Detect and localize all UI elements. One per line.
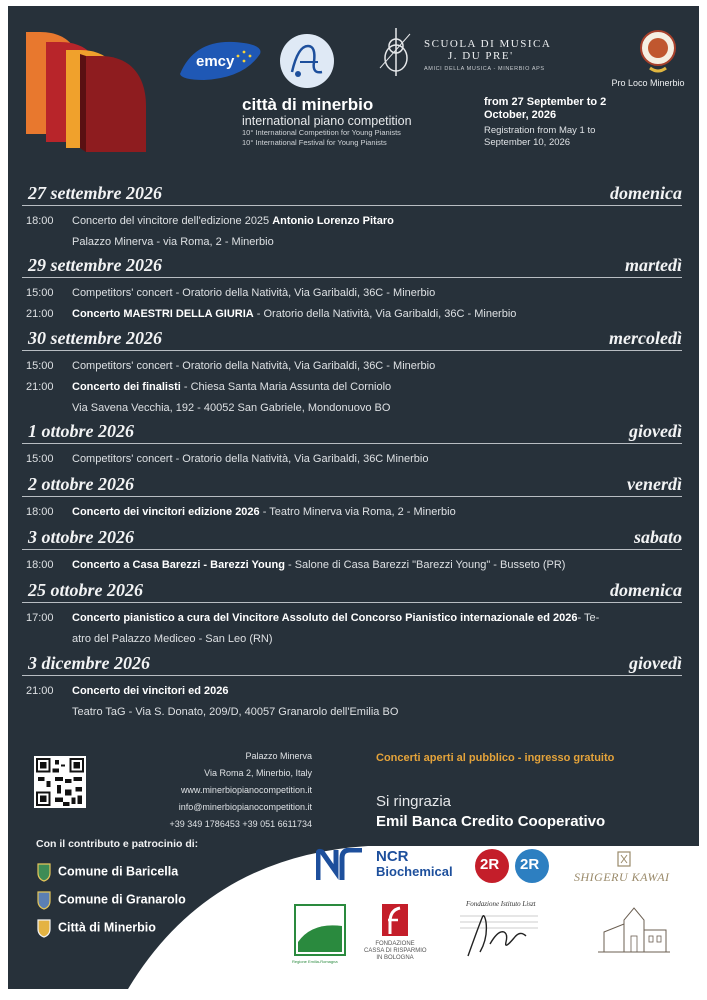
fondazione-line2: CASSA DI RISPARMIO <box>364 948 427 954</box>
event-row <box>22 283 682 304</box>
contact-venue: Palazzo Minerva <box>245 751 312 761</box>
event-title: Concerto a Casa Barezzi - Barezzi Young <box>72 559 285 571</box>
event-row <box>22 211 682 232</box>
day-weekday: mercoledì <box>609 328 682 348</box>
day-date: 29 settembre 2026 <box>28 255 162 275</box>
liszt-signature-icon <box>454 908 544 962</box>
day-date: 3 ottobre 2026 <box>28 527 134 547</box>
regione-logo-icon <box>294 904 346 956</box>
proloco-logo <box>608 26 688 92</box>
shigeru-kawai-emblem-icon <box>616 850 632 868</box>
event-text: Competitors' concert - Oratorio della Natività, Via Garibaldi, 36C - Minerbio <box>72 360 436 372</box>
event-row <box>22 702 682 723</box>
fondazione-line1: FONDAZIONE <box>375 941 415 947</box>
event-text: atro del Palazzo Mediceo - San Leo (RN) <box>72 633 273 645</box>
event-row <box>22 555 682 576</box>
event-time: 17:00 <box>26 612 54 624</box>
event-text: - Salone di Casa Barezzi "Barezzi Young" - Busseto (PR) <box>284 559 566 571</box>
event-text: Competitors' concert - Oratorio della Natività, Via Garibaldi, 36C Minerbio <box>72 453 429 465</box>
day-date: 3 dicembre 2026 <box>28 653 150 673</box>
ncr-icon <box>316 848 364 882</box>
contact-website[interactable]: www.minerbiopianocompetition.it <box>180 785 312 795</box>
event-text: Concerto del vincitore dell'edizione 2025 <box>72 215 273 227</box>
contact-email[interactable]: info@minerbiopianocompetition.it <box>178 802 312 812</box>
cello-icon <box>376 24 416 80</box>
regione-label: Regione Emilia-Romagna <box>292 959 338 964</box>
day-header <box>22 474 682 497</box>
event-row <box>22 304 682 325</box>
event-text: - Oratorio della Natività, Via Garibaldi, 36C - Minerbio <box>253 308 517 320</box>
event-row <box>22 681 682 702</box>
free-entry-notice: Concerti aperti al pubblico - ingresso gratuito <box>376 752 615 764</box>
municipality-label: Comune di Baricella <box>58 864 179 879</box>
event-row <box>22 232 682 253</box>
day-weekday: giovedì <box>629 421 682 441</box>
municipality-label: Comune di Granarolo <box>58 892 186 907</box>
day-date: 1 ottobre 2026 <box>28 421 134 441</box>
event-text: Palazzo Minerva - via Roma, 2 - Minerbio <box>72 236 274 248</box>
music-school-logo <box>376 20 566 82</box>
poster <box>8 6 699 989</box>
emcy-logo <box>174 34 266 84</box>
event-title: Concerto dei finalisti <box>72 381 181 393</box>
event-text: - Teatro Minerva via Roma, 2 - Minerbio <box>259 506 456 518</box>
city-name: città di minerbio <box>242 95 374 114</box>
granarolo-crest-icon <box>36 890 52 910</box>
event-row <box>22 449 682 470</box>
event-row <box>22 502 682 523</box>
municipality-label: Città di Minerbio <box>58 920 156 935</box>
day-weekday: giovedì <box>629 653 682 673</box>
event-text: Via Savena Vecchia, 192 - 40052 San Gabriele, Mondonuovo BO <box>72 402 391 414</box>
school-title: SCUOLA DI MUSICA <box>424 38 552 50</box>
fondazione-carisbo-icon <box>380 902 410 938</box>
shigeru-kawai-logo: SHIGERU KAWAI <box>574 870 670 884</box>
competition-dates <box>484 96 644 149</box>
day-block <box>22 653 682 723</box>
event-row <box>22 608 682 629</box>
day-block <box>22 328 682 419</box>
tworr-red-label: 2R <box>480 856 500 873</box>
day-header <box>22 527 682 550</box>
event-text: Competitors' concert - Oratorio della Natività, Via Garibaldi, 36C - Minerbio <box>72 287 436 299</box>
day-block <box>22 580 682 650</box>
historic-building-icon <box>594 902 674 958</box>
school-subtitle: AMICI DELLA MUSICA - MINERBIO APS <box>424 66 545 72</box>
proloco-label: Pro Loco Minerbio <box>611 78 685 88</box>
event-text: - Chiesa Santa Maria Assunta del Corniolo <box>180 381 392 393</box>
festival-edition: 10° International Festival for Young Pianists <box>242 138 387 147</box>
registration-period: Registration from May 1 to September 10, 2026 <box>484 125 596 148</box>
day-header <box>22 421 682 444</box>
event-row <box>22 356 682 377</box>
day-date: 2 ottobre 2026 <box>28 474 134 494</box>
piano-logo <box>22 24 172 154</box>
event-time: 18:00 <box>26 506 54 518</box>
contact-address: Via Roma 2, Minerbio, Italy <box>204 768 312 778</box>
baricella-crest-icon <box>36 862 52 882</box>
event-time: 21:00 <box>26 308 54 320</box>
event-row <box>22 398 682 419</box>
day-weekday: domenica <box>610 580 682 600</box>
ncr-logo-line1: NCR <box>376 848 409 865</box>
contact-phones: +39 349 1786453 +39 051 6611734 <box>169 819 312 829</box>
ncr-logo-line2: Biochemical <box>376 864 453 879</box>
event-time: 15:00 <box>26 360 54 372</box>
event-title: Concerto MAESTRI DELLA GIURIA <box>72 308 254 320</box>
event-title: Concerto dei vincitori edizione 2026 <box>72 506 260 518</box>
day-block <box>22 183 682 253</box>
day-weekday: domenica <box>610 183 682 203</box>
day-header <box>22 328 682 351</box>
competition-heading <box>242 96 412 148</box>
music-association-logo <box>278 32 336 90</box>
dates-main: from 27 September to 2 October, 2026 <box>484 96 607 121</box>
day-weekday: venerdì <box>627 474 682 494</box>
day-block <box>22 527 682 576</box>
day-block <box>22 421 682 470</box>
day-header <box>22 653 682 676</box>
event-time: 15:00 <box>26 453 54 465</box>
day-weekday: martedì <box>625 255 682 275</box>
day-header <box>22 255 682 278</box>
proloco-crest-icon <box>638 26 678 74</box>
qr-code[interactable] <box>34 756 86 808</box>
tworr-blue-label: 2R <box>520 856 540 873</box>
day-header <box>22 580 682 603</box>
day-date: 25 ottobre 2026 <box>28 580 143 600</box>
event-time: 21:00 <box>26 685 54 697</box>
day-date: 27 settembre 2026 <box>28 183 162 203</box>
event-text: Teatro TaG - Via S. Donato, 209/D, 40057 Granarolo dell'Emilia BO <box>72 706 399 718</box>
event-text: - Te- <box>577 612 600 624</box>
event-title: Antonio Lorenzo Pitaro <box>272 215 394 227</box>
competition-name: international piano competition <box>242 114 412 128</box>
thanks-sponsor: Emil Banca Credito Cooperativo <box>376 813 606 830</box>
day-header <box>22 183 682 206</box>
contact-info <box>108 748 312 833</box>
contributors-title: Con il contributo e patrocinio di: <box>36 838 199 850</box>
competition-edition: 10° International Competition for Young Pianists <box>242 128 401 137</box>
emcy-text: emcy <box>196 53 235 70</box>
event-title: Concerto pianistico a cura del Vincitore Assoluto del Concorso Pianistico internazionale ed 2026 <box>72 612 578 624</box>
day-weekday: sabato <box>633 527 682 547</box>
thanks-block <box>376 792 605 832</box>
minerbio-crest-icon <box>36 918 52 938</box>
day-block <box>22 255 682 325</box>
event-time: 21:00 <box>26 381 54 393</box>
day-block <box>22 474 682 523</box>
event-title: Concerto dei vincitori ed 2026 <box>72 685 229 697</box>
event-time: 18:00 <box>26 559 54 571</box>
liszt-logo: Fondazione Istituto Liszt <box>466 900 536 908</box>
event-time: 15:00 <box>26 287 54 299</box>
event-row <box>22 629 682 650</box>
event-time: 18:00 <box>26 215 54 227</box>
event-row <box>22 377 682 398</box>
fondazione-line3: IN BOLOGNA <box>376 955 414 961</box>
day-date: 30 settembre 2026 <box>28 328 162 348</box>
thanks-label: Si ringrazia <box>376 793 452 810</box>
school-name: J. DU PRE' <box>448 50 514 62</box>
